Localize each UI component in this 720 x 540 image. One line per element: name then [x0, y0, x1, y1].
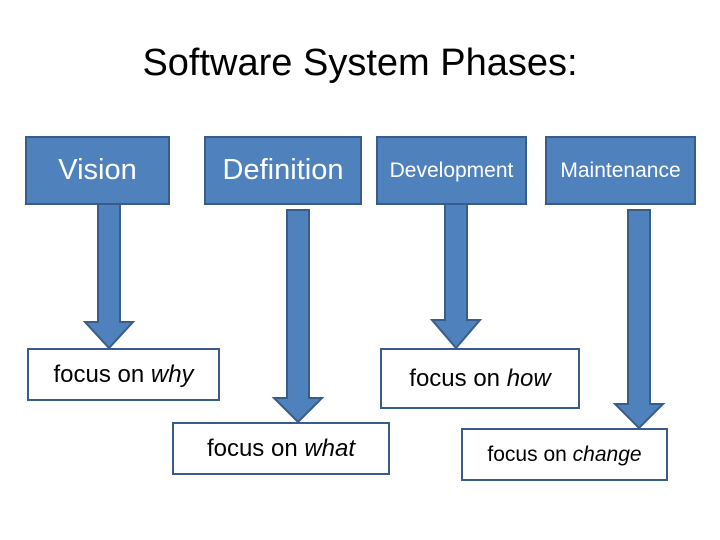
focus-box-what — [172, 422, 390, 475]
focus-prefix-why: focus on — [53, 360, 151, 388]
phase-box-definition — [204, 136, 362, 205]
phase-label-development: Development — [389, 158, 514, 182]
focus-emphasis-what: what — [304, 434, 356, 462]
focus-prefix-what: focus on — [206, 434, 305, 462]
arrow-development-to-how — [432, 204, 480, 348]
focus-prefix-how: focus on — [409, 364, 507, 392]
phase-label-vision: Vision — [58, 154, 137, 186]
phase-label-maintenance: Maintenance — [560, 158, 681, 182]
phase-box-development — [376, 136, 527, 205]
arrow-vision-to-why — [85, 204, 133, 348]
focus-box-how — [380, 348, 580, 409]
focus-emphasis-change: change — [572, 442, 642, 466]
phase-label-definition: Definition — [222, 154, 344, 186]
phase-box-maintenance — [545, 136, 696, 205]
focus-emphasis-why: why — [150, 360, 194, 388]
focus-box-why — [27, 348, 220, 401]
phase-box-vision — [25, 136, 170, 205]
focus-prefix-change: focus on — [487, 442, 573, 466]
focus-emphasis-how: how — [506, 364, 551, 392]
focus-box-change — [461, 428, 668, 481]
arrow-definition-to-what — [274, 210, 322, 422]
arrow-maintenance-to-change — [615, 210, 663, 428]
diagram-title: Software System Phases: — [142, 42, 578, 84]
